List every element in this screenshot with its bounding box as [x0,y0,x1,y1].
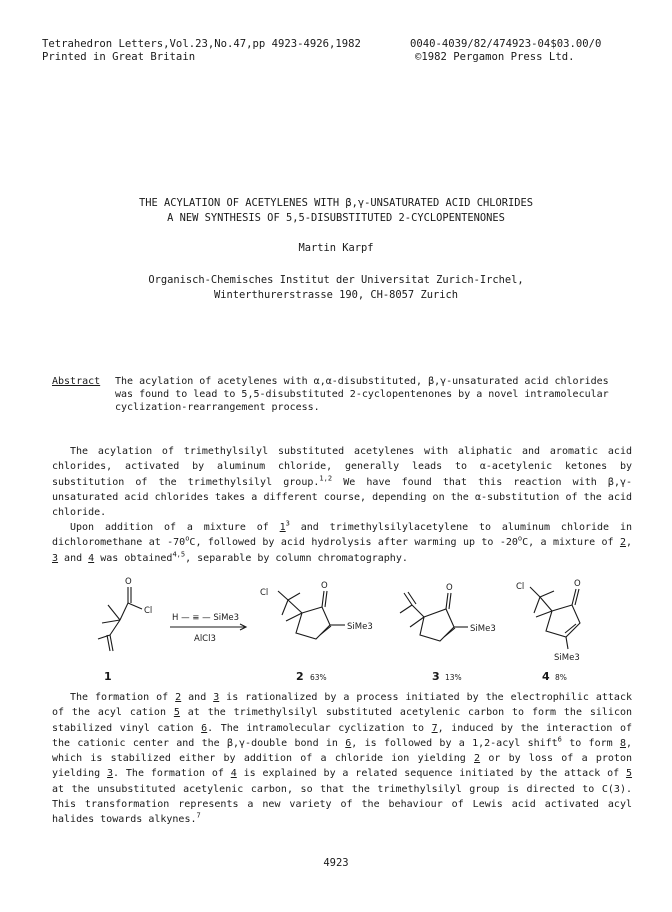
compound-ref: 1 [279,522,286,533]
oxygen-label-2: O [321,581,328,591]
oxygen-label-4: O [574,579,581,589]
compound-ref: 3 [52,552,59,564]
chlorine-label-1: Cl [144,606,153,616]
paragraph-3: The formation of 2 and 3 is rationalized by a process initiated by the electrophilic attack of the acyl cation 5 at the trimethylsilyl substituted acetylenic carbon to form the silicon stabilized vinyl cation 6. The intramolecular cyclization to 7, induced by the interaction of the cationic center and the β,γ-double bond in 6, is followed by a 1,2-acyl shift$^6$ to form 8, which is stabilized either by addition of a chloride ion yielding 2 or by loss of a proton yielding 3. The formation of 4 is explained by a related sequence initiated by the attack of 5 at the unsubstituted acetylenic carbon, so that the trimethylsilyl group is directed to C(3). This transformation represents a new variety of the behaviour of Lewis acid activated acyl halides towards alkynes.$^7$ [52,692,633,826]
chlorine-label-2: Cl [260,588,269,598]
issn-code: 0040-4039/82/474923-04$03.00/0 [410,38,602,50]
compound-number-4: 4 [542,670,550,683]
printed-in: Printed in Great Britain [42,51,196,63]
reaction-arrow [170,624,246,630]
sime3-label-4: SiMe3 [554,653,580,663]
journal-header-left [42,38,361,64]
abstract-text: The acylation of acetylenes with α,α-disubstituted, β,γ-unsaturated acid chlorides was found to lead to 5,5-disubstituted 2-cyclopentenones by a novel intramolecular cyclization-rearrangement process. [115,376,609,413]
oxygen-label-3: O [446,583,453,593]
sime3-label-3: SiMe3 [470,624,496,634]
oxygen-label-1: O [125,577,132,587]
compound-ref: 4 [88,552,95,564]
abstract-label: Abstract [52,376,101,387]
structure-4 [530,587,580,649]
copyright: ©1982 Pergamon Press Ltd. [415,51,575,63]
compound-yield-2: 63% [310,673,327,682]
structure-1 [98,587,142,651]
reaction-scheme [60,575,620,685]
journal-citation: Tetrahedron Letters,Vol.23,No.47,pp 4923-4926,1982 [42,38,361,50]
affiliation-line-1: Organisch-Chemisches Institut der Universitat Zurich-Irchel, [148,274,524,286]
sime3-label-2: SiMe3 [347,622,373,632]
affiliation-line-2: Winterthurerstrasse 190, CH-8057 Zurich [214,289,458,301]
article-title-line-1: THE ACYLATION OF ACETYLENES WITH β,γ-UNSATURATED ACID CHLORIDES [138,197,534,209]
structure-2 [278,591,345,639]
reagent-label: H — ≡ — SiMe3 [172,613,240,623]
compound-number-3: 3 [432,670,440,683]
compound-number-2: 2 [296,670,304,683]
author-name: Martin Karpf [298,242,374,254]
reaction-scheme-svg [60,575,620,685]
compound-ref: 2 [619,537,626,549]
compound-yield-3: 13% [445,673,462,682]
paragraph-2: Upon addition of a mixture of $1^3$ and trimethylsilylacetylene to aluminum chloride in dichloromethane at -70$^o$C, followed by acid hydrolysis after warming up to -20$^o$C, a mixture of 2, 3 and 4 was obtained$^{4,5}$, separable by column chromatography. [52,519,633,564]
journal-header-right [410,38,601,64]
structure-3 [400,592,468,641]
compound-yield-4: 8% [555,673,567,682]
compound-number-1: 1 [104,670,112,683]
paragraph-1: The acylation of trimethylsilyl substituted acetylenes with aliphatic and aromatic acid chlorides, activated by aluminum chloride, generally leads to α-acetylenic ketones by substitution of the trimethylsilyl group.$^{1,2}$ We have found that this reaction with β,γ-unsaturated acid chlorides takes a different course, depending on the α-substitution of the acid chloride. [52,446,633,519]
article-title-line-2: A NEW SYNTHESIS OF 5,5-DISUBSTITUTED 2-CYCLOPENTENONES [167,212,505,224]
catalyst-label: AlCl3 [194,634,216,644]
page-number: 4923 [323,857,349,869]
chlorine-label-4: Cl [516,582,525,592]
abstract [52,375,632,414]
